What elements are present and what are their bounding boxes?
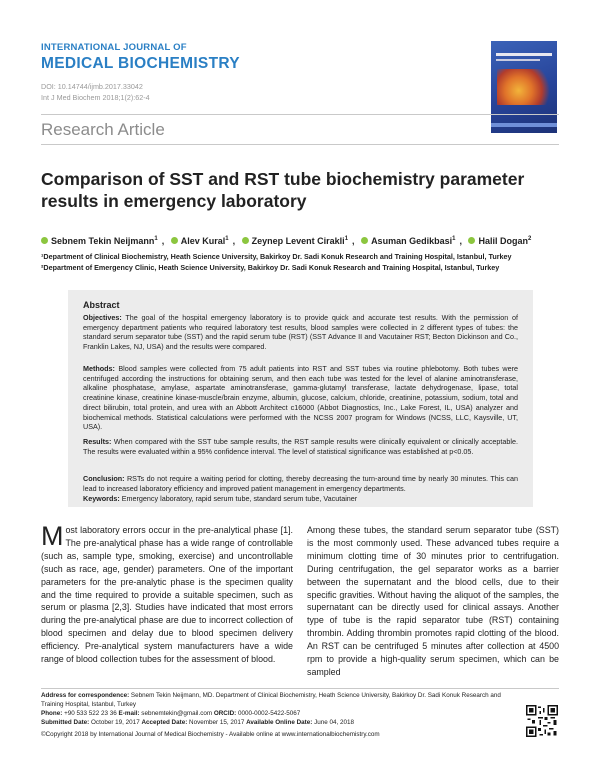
- submitted-label: Submitted Date:: [41, 719, 90, 726]
- accepted-text: November 15, 2017: [187, 719, 247, 726]
- address-label: Address for correspondence:: [41, 692, 130, 699]
- abstract-objectives: [83, 313, 518, 352]
- citation: Int J Med Biochem 2018;1(2):62-4: [41, 93, 150, 102]
- abstract-keywords: [83, 494, 518, 504]
- article-title-line1: Comparison of SST and RST tube biochemistry parameter: [41, 169, 525, 189]
- orcid-icon[interactable]: [242, 237, 249, 244]
- journal-name-line1: INTERNATIONAL JOURNAL OF: [41, 42, 187, 53]
- affiliation-1: ¹Department of Clinical Biochemistry, Heath Science University, Bakirkoy Dr. Sadi Konuk Research and Training Hospital, Istanbul, Turkey: [41, 252, 512, 261]
- abstract-methods: [83, 364, 518, 432]
- orcid-icon[interactable]: [171, 237, 178, 244]
- footer-divider: [41, 688, 559, 689]
- header-divider: [41, 114, 559, 115]
- methods-label: Methods:: [83, 364, 115, 373]
- results-text: When compared with the SST tube sample results, the RST sample results were clinically equivalent or clinically acceptable. The results were evaluated within a 95% confidence interval. The level of statistical significance was established at p<0.05.: [83, 437, 518, 456]
- orcid-icon[interactable]: [468, 237, 475, 244]
- online-label: Available Online Date:: [246, 719, 313, 726]
- body-left-text: ost laboratory errors occur in the pre-analytical phase [1]. The pre-analytical phase has a wide range of controllable (such as, sample type, smoking, exercise) and uncontrollable (such as race, age, gender) parameters. One of the important parameters for the pre-analytic phase is the specimen quality and the time required to provide a suitable specimen, such as serum or plasma [2,3]. Studies have indicated that most errors during the pre-analytical phase are due to incorrect collection of blood specimen and delay due to blood specimen delivery efficiency. Pre-analytical system manufacturers have a wide range of blood collection tubes for the assessment of blood.: [41, 525, 293, 665]
- orcid-icon[interactable]: [41, 237, 48, 244]
- conclusion-label: Conclusion:: [83, 474, 125, 483]
- objectives-label: Objectives:: [83, 313, 122, 322]
- keywords-label: Keywords:: [83, 494, 120, 503]
- email-label: E-mail:: [118, 710, 140, 717]
- header-divider-bottom: [41, 144, 559, 145]
- author-affiliation-mark: 1: [154, 236, 158, 242]
- results-label: Results:: [83, 437, 112, 446]
- phone-text: +90 533 522 23 36: [62, 710, 119, 717]
- methods-text: Blood samples were collected from 75 adult patients into RST and SST tubes via routine phlebotomy. Both tubes were centrifuged according the instructions for obtaining serum, and then each tube was tested for the level of alanine aminotransferase, alkaline phosphatase, amylase, aspartate aminotransferase, gamma-glutamyl transferase, lactate dehydrogenase, lipase, total creatinine kinase, creatinine kinase-muscle/brain enzyme, albumin, glucose, calcium, chloride, creatinine, potassium, sodium, total and direct bilirubin, total protein, and urea with an Abbott Architect c16000 (Abbot Diagnostics, Inc., Lake Forest, IL, USA) analyzer and biochemical methods. Statistical calculations were performed with the NCSS 2007 program for Windows (NCSS, LLC, Kaysville, UT, USA).: [83, 364, 518, 432]
- accepted-label: Accepted Date:: [141, 719, 188, 726]
- drop-cap: M: [41, 521, 64, 551]
- doi: DOI: 10.14744/ijmb.2017.33042: [41, 82, 143, 91]
- journal-name-line2: MEDICAL BIOCHEMISTRY: [41, 55, 240, 72]
- body-right-column: Among these tubes, the standard serum separator tube (SST) is the most commonly used. These advanced tubes require a minimum clotting time of 30 minutes prior to centrifugation. During centrifugation, the gel separator works as a barrier between the supernatant and the blood cells, due to their specific gravities. Without having the aliquot of the samples, the supernatant can be directly used for clinical assays. Another type of tube is the rapid separator tube (RST) containing thrombin. Adding thrombin promotes rapid clotting of the blood. An RST can be centrifuged 5 minutes after collection at 4500 rpm to provide a high-quality serum specimen, which can be sampled: [307, 525, 559, 677]
- body-left-column: [41, 521, 293, 666]
- abstract-conclusion: [83, 474, 518, 493]
- author-affiliation-mark: 2: [527, 236, 532, 242]
- dates-line: [41, 718, 521, 727]
- address-text: Sebnem Tekin Neijmann, MD. Department of Clinical Biochemistry, Heath Science University, Bakirkoy Dr. Sadi Konuk Research and Training Hospital, Istanbul, Turkey: [41, 692, 501, 708]
- author-name: Halil Dogan: [478, 236, 528, 246]
- objectives-text: The goal of the hospital emergency laboratory is to provide quick and accurate test results. With the permission of emergency department patients who required laboratory test results, blood samples were collected in 2 different types of tubes: the standard serum separator tube (SST) and the rapid serum tube (RST) (SST Advance II and Vacutainer RST; Becton Dickinson and Co., Franklin Lakes, NJ, USA) and the results were compared.: [83, 313, 518, 352]
- online-text: June 04, 2018: [312, 719, 355, 726]
- article-title-line2: results in emergency laboratory: [41, 191, 307, 211]
- journal-cover-image: [491, 41, 557, 133]
- qr-code-icon[interactable]: [526, 705, 558, 737]
- affiliation-2: ²Department of Emergency Clinic, Heath Science University, Bakirkoy Dr. Sadi Konuk Research and Training Hospital, Istanbul, Turkey: [41, 263, 500, 272]
- author-affiliation-mark: 1: [452, 236, 456, 242]
- abstract-results: [83, 437, 518, 456]
- abstract-heading: Abstract: [83, 300, 120, 310]
- conclusion-text: RSTs do not require a waiting period for clotting, thereby decreasing the turn-around time by nearly 30 minutes. This can lead to increased laboratory efficiency and improved patient management in emergency departments.: [83, 474, 518, 493]
- author-name: Asuman Gedikbasi: [371, 236, 453, 246]
- phone-label: Phone:: [41, 710, 63, 717]
- keywords-text: Emergency laboratory, rapid serum tube, standard serum tube, Vacutainer: [119, 494, 358, 503]
- email-text[interactable]: sebnemtekin@gmail.com: [139, 710, 214, 717]
- orcid-text: 0000-0002-5422-5067: [236, 710, 301, 717]
- orcid-icon[interactable]: [361, 237, 368, 244]
- author-affiliation-mark: 1: [344, 236, 349, 242]
- orcid-label: ORCID:: [213, 710, 237, 717]
- submitted-text: October 19, 2017: [89, 719, 142, 726]
- author-list: Sebnem Tekin Neijmann$^1$ , Alev Kural$^1$ , Zeynep Levent Cirakli$^1$ , Asuman Gedikbasi$^1$ , Halil Dogan$^2$: [41, 236, 531, 246]
- article-type: Research Article: [41, 120, 165, 139]
- article-title: [41, 168, 541, 212]
- author-name: Sebnem Tekin Neijmann: [51, 236, 155, 246]
- author-name: Zeynep Levent Cirakli: [251, 236, 345, 246]
- contact-line: [41, 709, 521, 718]
- author-affiliation-mark: 1: [225, 236, 229, 242]
- author-name: Alev Kural: [180, 236, 226, 246]
- address-for-correspondence: [41, 691, 521, 709]
- copyright: ©Copyright 2018 by International Journal of Medical Biochemistry - Available online at www.internationalbiochemistry.com: [41, 731, 380, 738]
